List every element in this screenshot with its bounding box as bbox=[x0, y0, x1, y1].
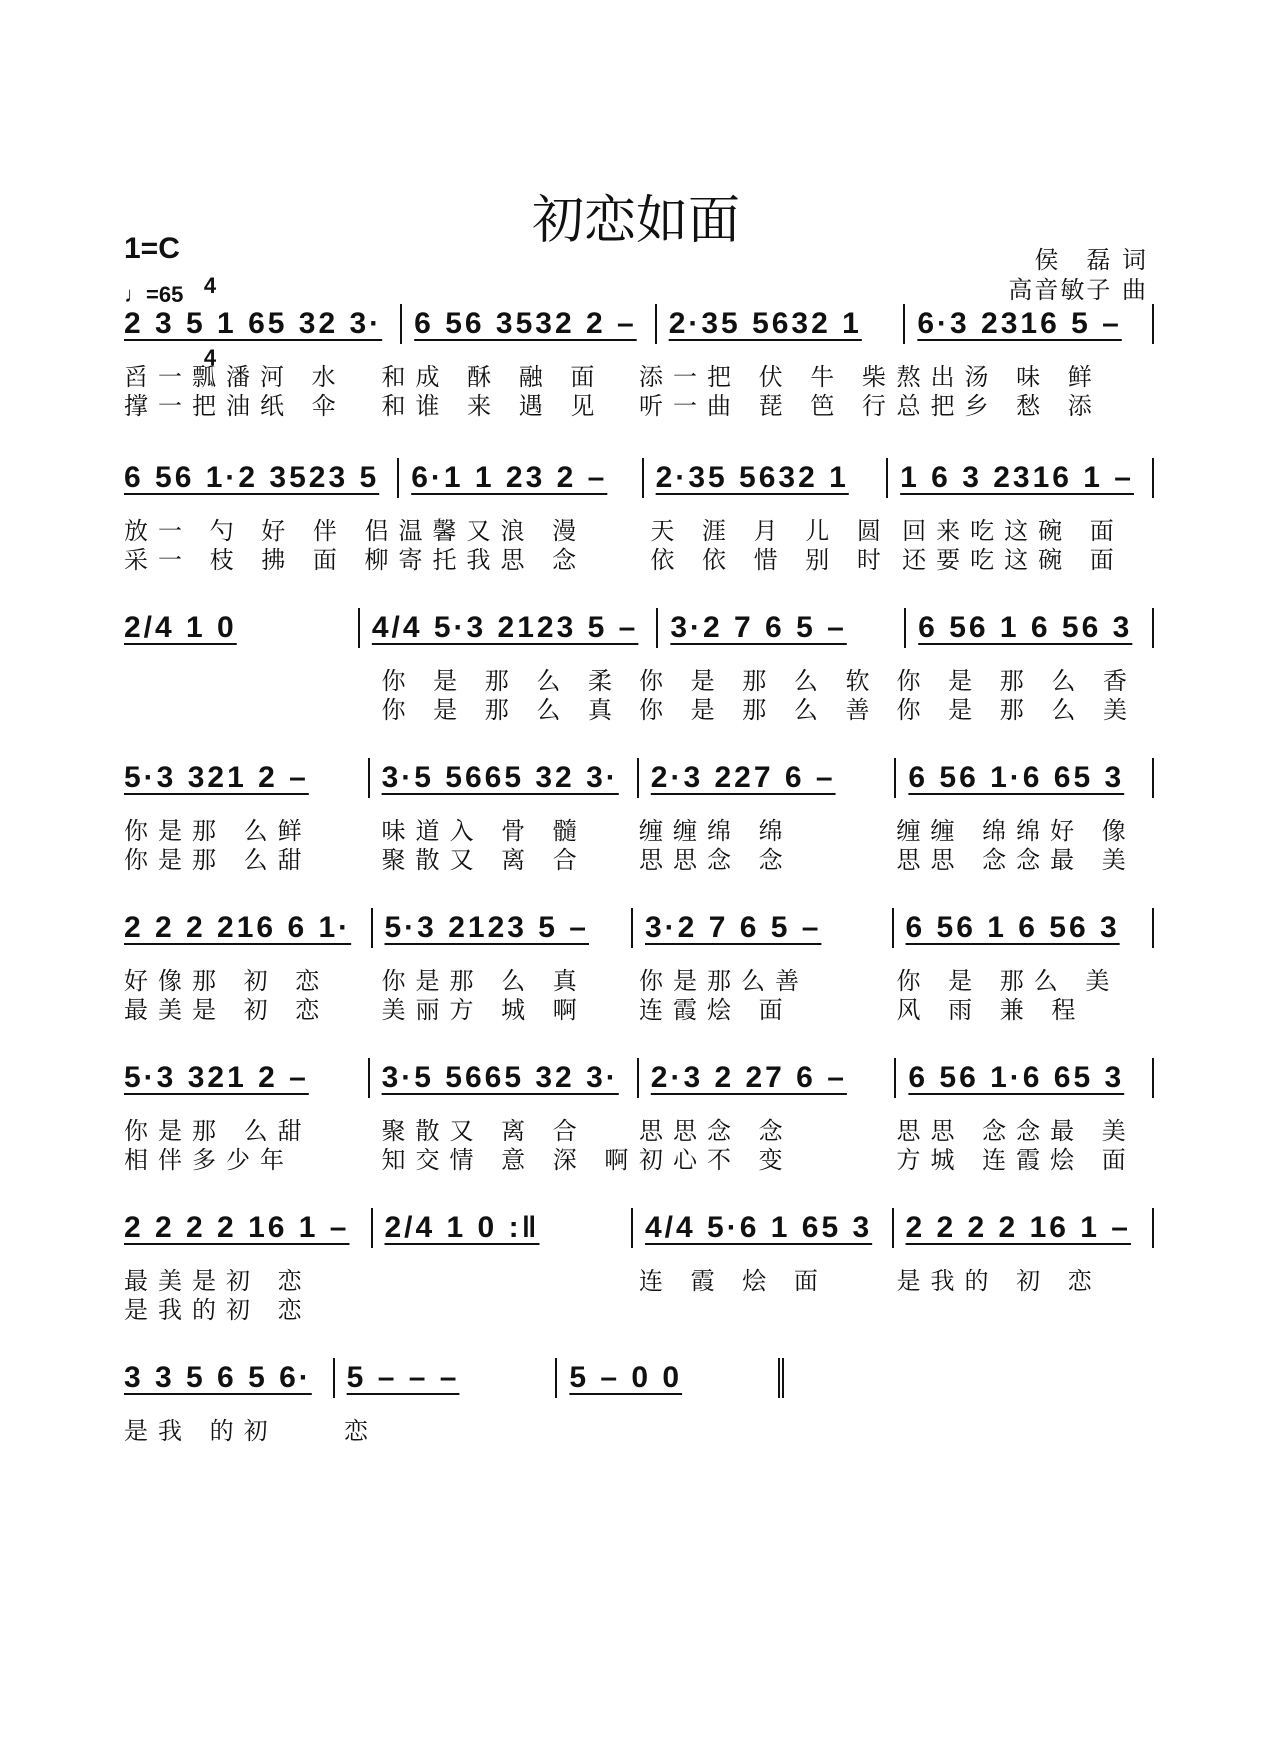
measure-notes: 2·35 5632 1 bbox=[655, 461, 849, 494]
lyrics-verse-2 bbox=[124, 540, 1154, 575]
lyric-segment: 你 是 那 么 柔 bbox=[381, 667, 623, 695]
lyric-segment: 初心不 变 bbox=[639, 1146, 793, 1174]
measure bbox=[335, 1358, 558, 1398]
measure bbox=[896, 758, 1154, 798]
lyrics-verse-2 bbox=[124, 990, 1154, 1025]
lyric-segment: 思思 念念最 美 bbox=[896, 846, 1136, 874]
measure bbox=[557, 1358, 784, 1398]
lyric-segment: 美丽方 城 啊 bbox=[381, 996, 587, 1024]
measure bbox=[124, 304, 402, 344]
lyric-segment: 和成 酥 融 面 bbox=[381, 363, 605, 391]
lyric-segment: 思思 念念最 美 bbox=[896, 1117, 1136, 1145]
measure-notes: 5·3 2123 5 – bbox=[384, 911, 589, 944]
measure bbox=[370, 1058, 639, 1098]
measure-notes: 6·3 2316 5 – bbox=[917, 307, 1122, 340]
lyric-segment: 你是那 么 真 bbox=[381, 967, 587, 995]
lyric-segment: 你是那 么甜 bbox=[124, 1117, 312, 1145]
lyric-segment: 你 是 那 么 真 bbox=[381, 696, 623, 724]
lyric-segment: 风 雨 兼 程 bbox=[896, 996, 1086, 1024]
lyric-segment: 你 是 那 么 香 bbox=[896, 667, 1138, 695]
measure-notes: 1 6 3 2316 1 – bbox=[900, 461, 1134, 494]
lyric-segment: 连霞烩 面 bbox=[639, 996, 793, 1024]
measure-notes: 2 2 2 216 6 1· bbox=[124, 911, 352, 944]
time-signature-top: 4 bbox=[203, 273, 217, 298]
lyric-segment: 是我 的初 bbox=[124, 1417, 278, 1445]
lyric-segment: 舀一瓢潘河 水 bbox=[124, 363, 346, 391]
measure-notes: 2 2 2 2 16 1 – bbox=[124, 1211, 350, 1244]
lyric-segment: 思思念 念 bbox=[639, 1117, 793, 1145]
lyric-segment: 你是那 么鲜 bbox=[124, 817, 312, 845]
measure bbox=[633, 908, 894, 948]
measure-notes: 5 – – – bbox=[346, 1361, 460, 1394]
measure bbox=[644, 458, 888, 498]
measure bbox=[639, 758, 897, 798]
measure bbox=[124, 458, 399, 498]
lyric-segment: 缠缠绵 绵 bbox=[639, 817, 793, 845]
lyric-segment: 采一 枝 拂 面 柳 bbox=[124, 546, 399, 574]
measure bbox=[633, 1208, 894, 1248]
tempo-value: =65 bbox=[146, 282, 184, 307]
lyric-segment: 总把乡 愁 添 bbox=[896, 392, 1102, 420]
measure bbox=[658, 608, 906, 648]
measure bbox=[373, 908, 634, 948]
measure-notes: 3·5 5665 32 3· bbox=[381, 761, 619, 794]
measure-notes: 4/4 5·6 1 65 3 bbox=[645, 1211, 873, 1244]
measure bbox=[124, 758, 370, 798]
measure bbox=[124, 608, 360, 648]
measure-notes: 2/4 1 0 :‖ bbox=[384, 1211, 540, 1244]
measure bbox=[124, 1058, 370, 1098]
lyric-segment: 温馨又浪 漫 bbox=[398, 517, 587, 545]
measure-notes: 6 56 1·6 65 3 bbox=[908, 1061, 1125, 1094]
lyric-segment: 连 霞 烩 面 bbox=[639, 1267, 828, 1295]
time-signature-bottom: 4 bbox=[203, 345, 217, 370]
measure-notes: 5·3 321 2 – bbox=[124, 1061, 309, 1094]
notation-line bbox=[124, 458, 1154, 498]
measure bbox=[360, 608, 659, 648]
lyric-segment: 你 是 那 么 善 bbox=[639, 696, 880, 724]
lyric-segment: 依 依 惜 别 时 bbox=[650, 546, 891, 574]
measure-notes: 6·1 1 23 2 – bbox=[411, 461, 608, 494]
lyric-segment: 和谁 来 遇 见 bbox=[381, 392, 605, 420]
measure bbox=[373, 1208, 634, 1248]
composer-credit: 高音敏子 曲 bbox=[1008, 276, 1148, 304]
lyric-segment: 味道入 骨 髓 bbox=[381, 817, 587, 845]
lyric-segment: 最美是 初 恋 bbox=[124, 996, 330, 1024]
measure bbox=[124, 1208, 373, 1248]
notation-line bbox=[124, 1358, 784, 1398]
lyric-segment: 还要吃这碗 面 bbox=[902, 546, 1124, 574]
lyric-segment: 恋 bbox=[344, 1417, 378, 1445]
lyrics-verse-2 bbox=[124, 690, 1154, 725]
notation-line bbox=[124, 608, 1154, 648]
lyric-segment: 你是那 么甜 bbox=[124, 846, 312, 874]
measure bbox=[639, 1058, 897, 1098]
measure-notes: 6 56 1 6 56 3 bbox=[905, 911, 1120, 944]
measure bbox=[894, 1208, 1155, 1248]
notation-line bbox=[124, 1208, 1154, 1248]
lyric-segment: 是我的初 恋 bbox=[124, 1296, 312, 1324]
lyric-segment: 回来吃这碗 面 bbox=[902, 517, 1124, 545]
measure-notes: 6 56 1·6 65 3 bbox=[908, 761, 1125, 794]
measure-notes: 4/4 5·3 2123 5 – bbox=[371, 611, 639, 644]
measure-notes: 2·3 227 6 – bbox=[650, 761, 836, 794]
lyric-segment: 聚散又 离 合 bbox=[381, 846, 587, 874]
lyric-segment bbox=[124, 690, 382, 725]
measure bbox=[402, 304, 657, 344]
measure-notes: 2 2 2 2 16 1 – bbox=[905, 1211, 1131, 1244]
quarter-note-icon: ♩ bbox=[124, 282, 146, 307]
lyric-segment: 思思念 念 bbox=[639, 846, 793, 874]
measure-notes: 5 – 0 0 bbox=[569, 1361, 683, 1394]
lyrics-verse-2 bbox=[124, 386, 1154, 421]
song-title: 初恋如面 bbox=[531, 191, 740, 251]
lyric-segment: 熬出汤 味 鲜 bbox=[896, 363, 1102, 391]
lyric-segment bbox=[564, 1411, 784, 1446]
lyrics-verse-2 bbox=[124, 1140, 1154, 1175]
notation-line bbox=[124, 1058, 1154, 1098]
lyric-segment bbox=[382, 1290, 640, 1325]
lyric-segment bbox=[897, 1290, 1155, 1325]
notation-line bbox=[124, 304, 1154, 344]
lyric-segment: 最美是初 恋 bbox=[124, 1267, 312, 1295]
measure-notes: 2 3 5 1 65 32 3· bbox=[124, 307, 383, 340]
measure-notes: 2/4 1 0 bbox=[124, 611, 237, 644]
measure bbox=[399, 458, 643, 498]
measure-notes: 6 56 1·2 3523 5 bbox=[124, 461, 380, 494]
lyric-segment: 你是那么善 bbox=[639, 967, 809, 995]
notation-line bbox=[124, 758, 1154, 798]
lyric-segment: 是我的 初 恋 bbox=[896, 1267, 1102, 1295]
lyrics-verse-2 bbox=[124, 1290, 1154, 1325]
measure bbox=[905, 304, 1154, 344]
measure-notes: 6 56 1 6 56 3 bbox=[918, 611, 1133, 644]
lyric-segment: 好像那 初 恋 bbox=[124, 967, 330, 995]
lyric-segment: 天 涯 月 儿 圆 bbox=[650, 517, 891, 545]
measure bbox=[906, 608, 1154, 648]
lyric-segment: 撑一把油纸 伞 bbox=[124, 392, 346, 420]
measure-notes: 3·2 7 6 5 – bbox=[670, 611, 847, 644]
lyrics-verse-1 bbox=[124, 1411, 784, 1446]
measure bbox=[896, 1058, 1154, 1098]
measure bbox=[124, 908, 373, 948]
lyric-segment: 相伴多少年 bbox=[124, 1146, 294, 1174]
lyric-segment: 听一曲 琵 笆 行 bbox=[639, 392, 896, 420]
lyric-segment: 你 是 那么 美 bbox=[896, 967, 1120, 995]
measure bbox=[124, 1358, 335, 1398]
measure bbox=[657, 304, 906, 344]
measure-notes: 2·3 2 27 6 – bbox=[650, 1061, 847, 1094]
notation-line bbox=[124, 908, 1154, 948]
lyricist-credit: 侯 磊 词 bbox=[1034, 246, 1148, 274]
measure bbox=[894, 908, 1155, 948]
key-signature: 1=C bbox=[124, 232, 180, 265]
lyric-segment: 添一把 伏 牛 柴 bbox=[639, 363, 896, 391]
lyric-segment: 方城 连霞烩 面 bbox=[896, 1146, 1136, 1174]
measure-notes: 3 3 5 6 5 6· bbox=[124, 1361, 312, 1394]
lyric-segment: 寄托我思 念 bbox=[398, 546, 587, 574]
measure bbox=[370, 758, 639, 798]
measure-notes: 5·3 321 2 – bbox=[124, 761, 309, 794]
lyric-segment: 缠缠 绵绵好 像 bbox=[896, 817, 1136, 845]
lyric-segment bbox=[639, 1290, 897, 1325]
measure-notes: 6 56 3532 2 – bbox=[414, 307, 637, 340]
measure bbox=[888, 458, 1154, 498]
measure-notes: 3·5 5665 32 3· bbox=[381, 1061, 619, 1094]
measure-notes: 2·35 5632 1 bbox=[668, 307, 862, 340]
lyric-segment: 知交情 意 深 啊 bbox=[381, 1146, 639, 1174]
measure-notes: 3·2 7 6 5 – bbox=[645, 911, 822, 944]
lyrics-verse-2 bbox=[124, 840, 1154, 875]
lyric-segment: 你 是 那 么 美 bbox=[896, 696, 1138, 724]
lyric-segment: 你 是 那 么 软 bbox=[639, 667, 880, 695]
lyric-segment: 放一 勺 好 伴 侣 bbox=[124, 517, 399, 545]
lyric-segment: 聚散又 离 合 bbox=[381, 1117, 587, 1145]
